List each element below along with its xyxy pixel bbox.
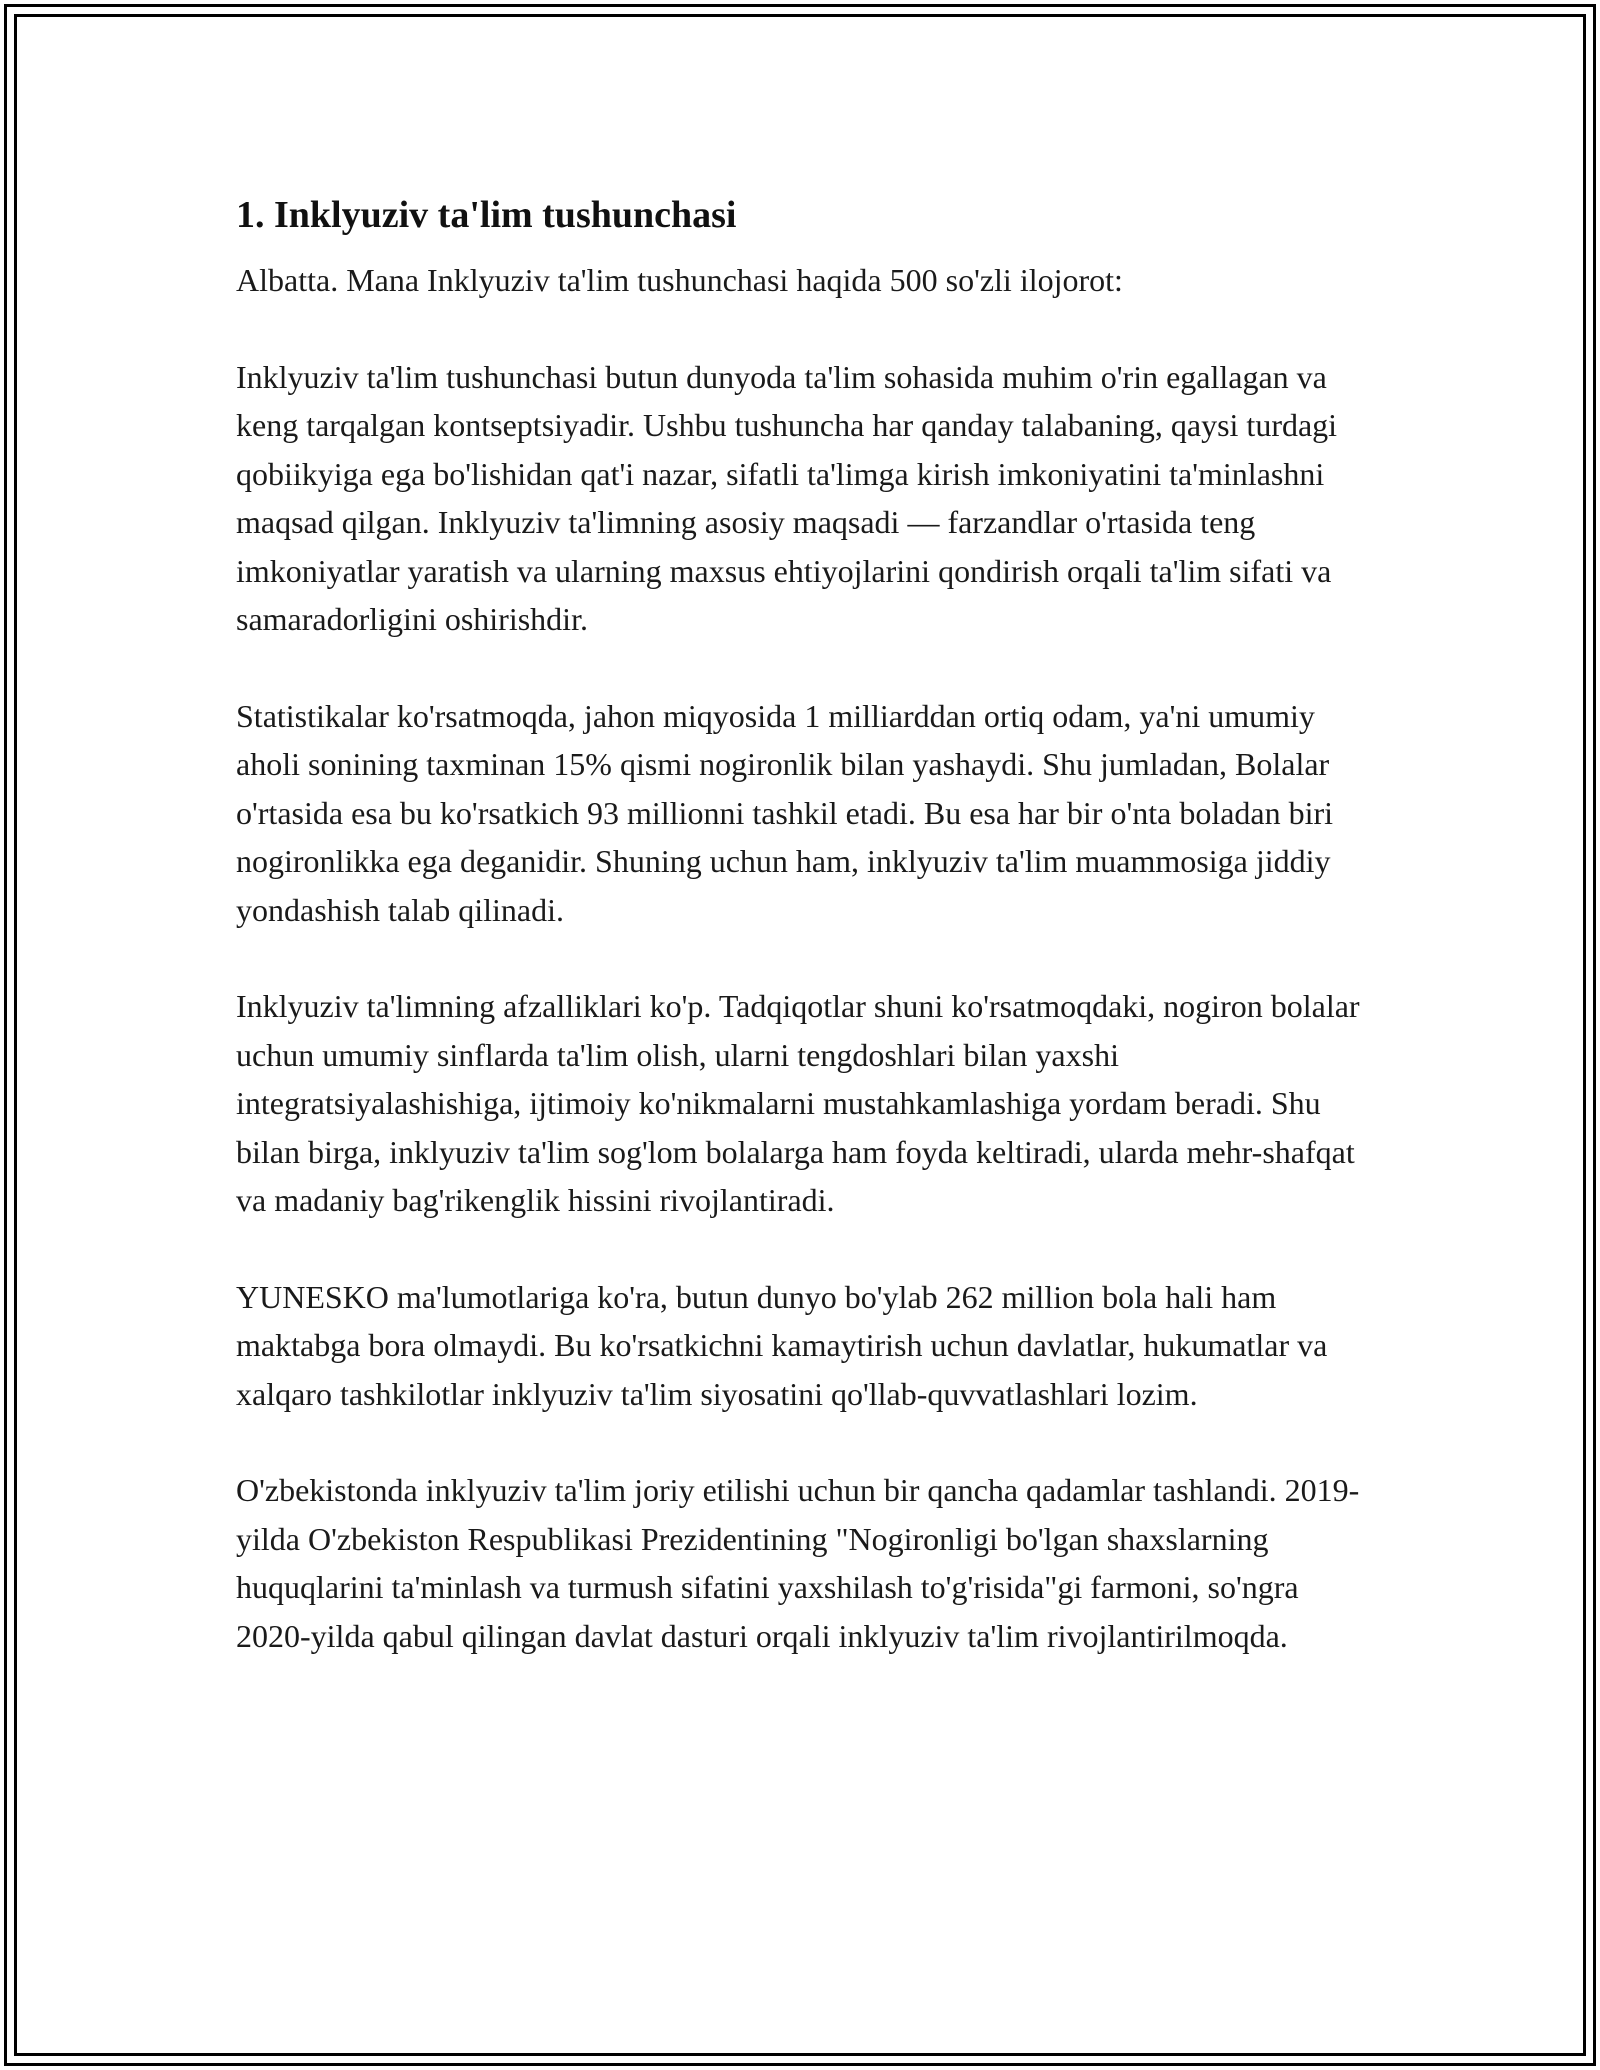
paragraph-uzbekistan: O'zbekistonda inklyuziv ta'lim joriy etilishi uchun bir qancha qadamlar tashlandi. 2019-yilda O'zbekiston Respublikasi Prezidentining "Nogironligi bo'lgan shaxslarning huquqlarini ta'minlash va turmush sifatini yaxshilash to'g'risida"gi farmoni, so'ngra 2020-yilda qabul qilingan davlat dasturi orqali inklyuziv ta'lim rivojlantirilmoqda. <box>236 1472 1360 1654</box>
paragraph-benefits: Inklyuziv ta'limning afzalliklari ko'p. Tadqiqotlar shuni ko'rsatmoqdaki, nogiron bolalar uchun umumiy sinflarda ta'lim olish, ularni tengdoshlari bilan yaxshi integratsiyalashishiga, ijtimoiy ko'nikmalarni mustahkamlashiga yordam beradi. Shu bilan birga, inklyuziv ta'lim sog'lom bolalarga ham foyda keltiradi, ularda mehr-shafqat va madaniy bag'rikenglik hissini rivojlantiradi. <box>236 988 1360 1218</box>
section-heading: 1. Inklyuziv ta'lim tushunchasi <box>236 194 737 236</box>
paragraph-unesco: YUNESKO ma'lumotlariga ko'ra, butun dunyo bo'ylab 262 million bola hali ham maktabga bora olmaydi. Bu ko'rsatkichni kamaytirish uchun davlatlar, hukumatlar va xalqaro tashkilotlar inklyuziv ta'lim siyosatini qo'llab-quvvatlashlari lozim. <box>236 1278 1328 1412</box>
document-body <box>236 186 1366 1708</box>
paragraph-statistics: Statistikalar ko'rsatmoqda, jahon miqyosida 1 milliarddan ortiq odam, ya'ni umumiy aholi sonining taxminan 15% qismi nogironlik bilan yashaydi. Shu jumladan, Bolalar o'rtasida esa bu ko'rsatkich 93 millionni tashkil etadi. Bu esa har bir o'nta boladan biri nogironlikka ega deganidir. Shuning uchun ham, inklyuziv ta'lim muammosiga jiddiy yondashish talab qilinadi. <box>236 697 1334 928</box>
paragraph-definition: Inklyuziv ta'lim tushunchasi butun dunyoda ta'lim sohasida muhim o'rin egallagan va keng tarqalgan kontseptsiyadir. Ushbu tushuncha har qanday talabaning, qaysi turdagi qobiikyiga ega bo'lishidan qat'i nazar, sifatli ta'limga kirish imkoniyatini ta'minlashni maqsad qilgan. Inklyuziv ta'limning asosiy maqsadi — farzandlar o'rtasida teng imkoniyatlar yaratish va ularning maxsus ehtiyojlarini qondirish orqali ta'lim sifati va samaradorligini oshirishdir. <box>236 358 1338 637</box>
paragraph-intro: Albatta. Mana Inklyuziv ta'lim tushunchasi haqida 500 so'zli ilojorot: <box>236 262 1123 298</box>
